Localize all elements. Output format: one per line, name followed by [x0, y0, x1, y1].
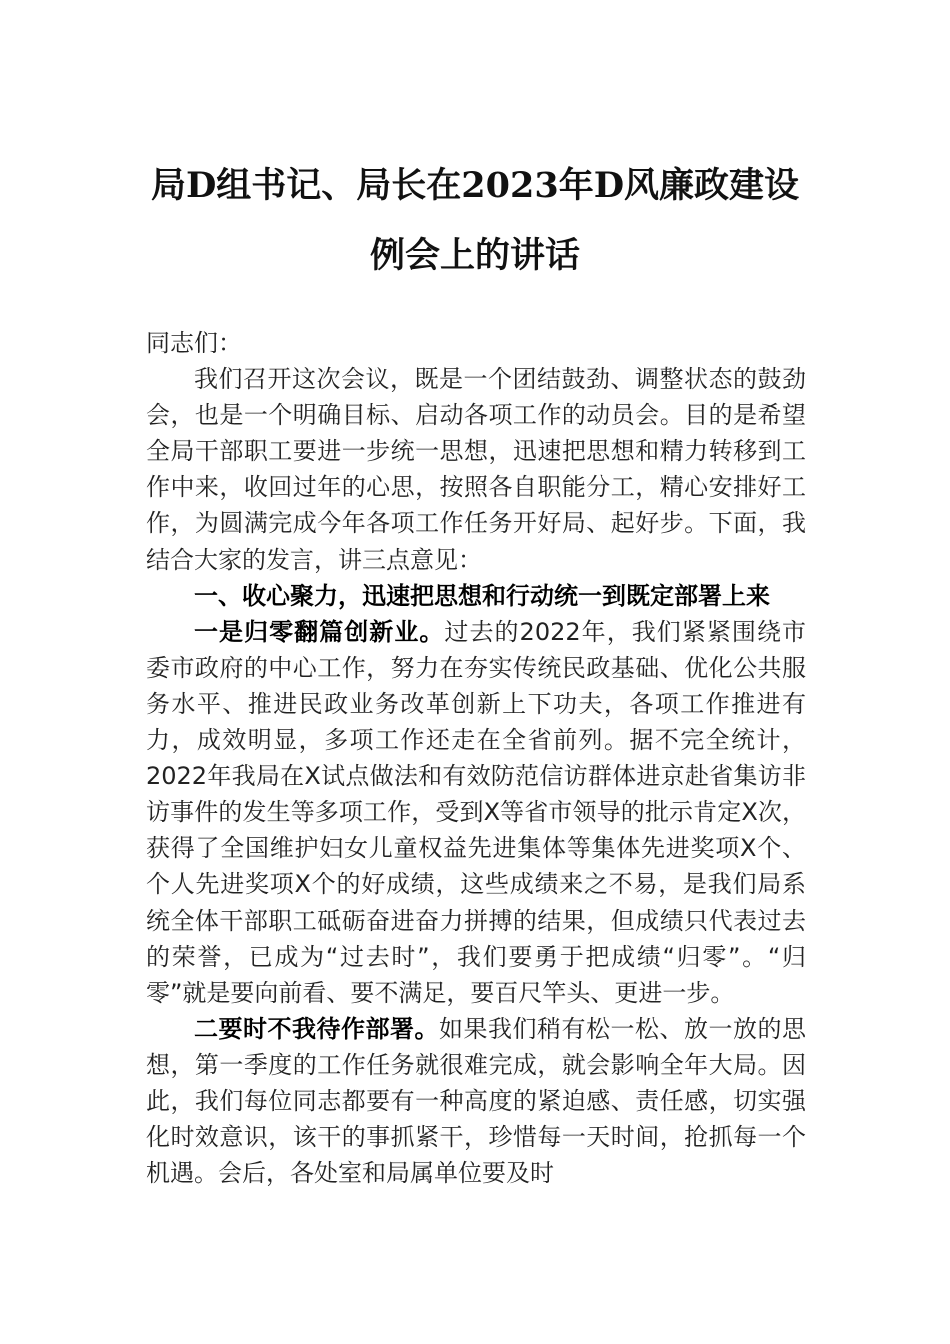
- point-1-paragraph: [146, 614, 806, 1011]
- point-1-lead: 一是归零翻篇创新业。: [194, 617, 445, 646]
- salutation: 同志们：: [146, 329, 242, 357]
- point-2-paragraph: [146, 1011, 806, 1191]
- point-2-text: 如果我们稍有松一松、放一放的思想，第一季度的工作任务就很难完成，就会影响全年大局。因此，我们每位同志都要有一种高度的紧迫感、责任感，切实强化时效意识，该干的事抓紧干，珍惜每一天时间，抢抓每一个机遇。会后，各处室和局属单位要及时: [146, 1014, 806, 1188]
- document-body: [146, 325, 806, 1191]
- point-1-text: 过去的2022年，我们紧紧围绕市委市政府的中心工作，努力在夯实传统民政基础、优化公共服务水平、推进民政业务改革创新上下功夫，各项工作推进有力，成效明显，多项工作还走在全省前列。据不完全统计，2022年我局在X试点做法和有效防范信访群体进京赴省集访非访事件的发生等多项工作，受到X等省市领导的批示肯定X次，获得了全国维护妇女儿童权益先进集体等集体先进奖项X个、个人先进奖项X个的好成绩，这些成绩来之不易，是我们局系统全体干部职工砥砺奋进奋力拼搏的结果，但成绩只代表过去的荣誉，已成为“过去时”，我们要勇于把成绩“归零”。“归零”就是要向前看、要不满足，要百尺竿头、更进一步。: [146, 617, 807, 1007]
- point-2-lead: 二要时不我待作部署。: [194, 1014, 439, 1043]
- section-1-heading: 一、收心聚力，迅速把思想和行动统一到既定部署上来: [194, 581, 770, 610]
- document-title-line-2: 例会上的讲话: [369, 235, 580, 276]
- document-title-line-1: 局D组书记、局长在2023年D风廉政建设: [150, 165, 800, 206]
- intro-paragraph: 我们召开这次会议，既是一个团结鼓劲、调整状态的鼓劲会，也是一个明确目标、启动各项工作的动员会。目的是希望全局干部职工要进一步统一思想，迅速把思想和精力转移到工作中来，收回过年的心思，按照各自职能分工，精心安排好工作，为圆满完成今年各项工作任务开好局、起好步。下面，我结合大家的发言，讲三点意见：: [146, 365, 806, 574]
